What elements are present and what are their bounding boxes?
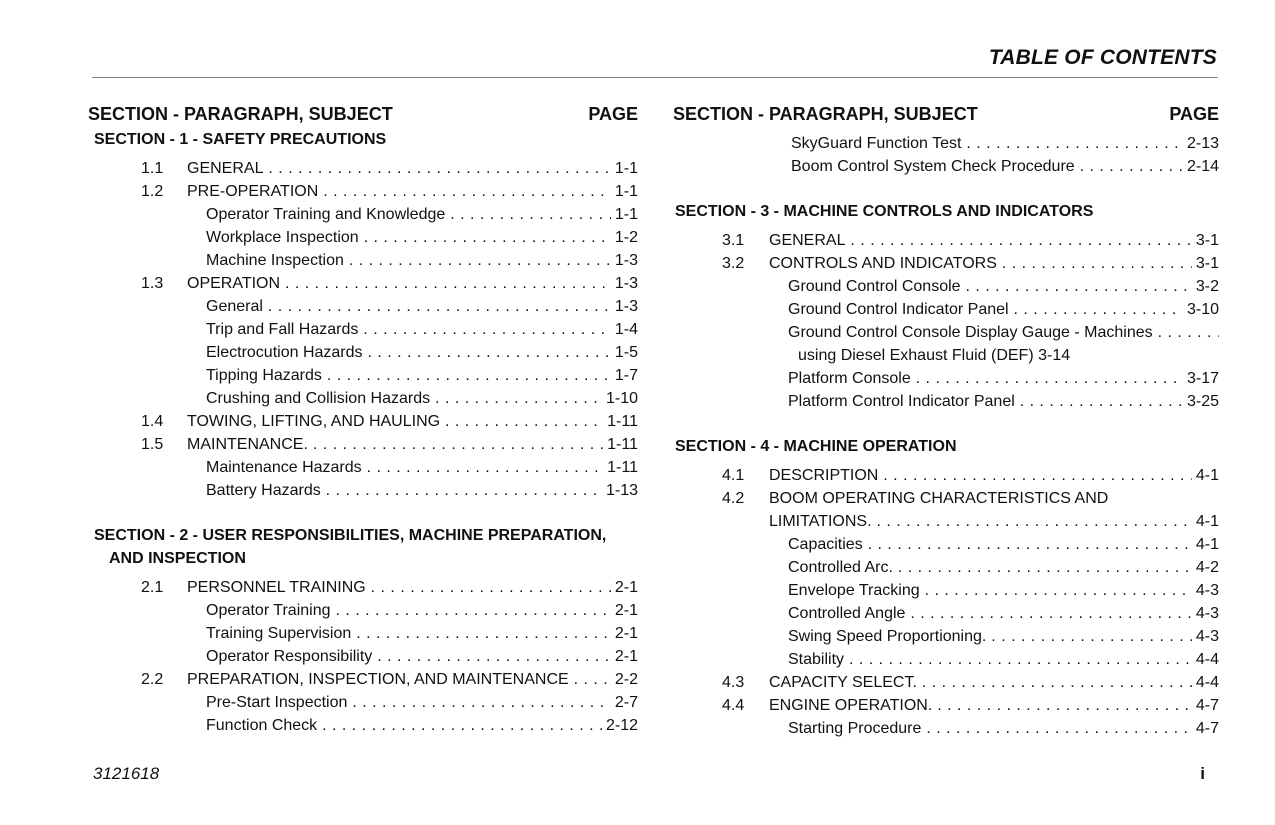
toc-entry-text: DESCRIPTION . . . (769, 464, 1192, 487)
toc-entry-number: 4.4 (722, 697, 745, 714)
toc-entry-page: 2-1 (614, 625, 638, 642)
toc-entry[interactable] (88, 576, 638, 599)
section-2-entries (88, 576, 638, 737)
toc-entry-text: Ground Control Indicator Panel . . . (788, 298, 1183, 321)
toc-entry-text: ENGINE OPERATION. . . . (769, 694, 1192, 717)
toc-entry-page: 2-7 (614, 694, 638, 711)
toc-entry-page: 1-11 (607, 413, 638, 430)
toc-entry[interactable] (88, 226, 638, 249)
toc-entry-page: 2-13 (1186, 135, 1219, 152)
toc-entry-page: 1-10 (605, 390, 638, 407)
toc-entry-page: 4-3 (1195, 628, 1219, 645)
toc-entry[interactable] (88, 714, 638, 737)
toc-entry-text: GENERAL . . . (769, 229, 1192, 252)
toc-entry[interactable] (673, 694, 1219, 717)
toc-entry-page: 1-5 (614, 344, 638, 361)
toc-entry-page: 1-7 (614, 367, 638, 384)
toc-entry-page: 1-1 (614, 206, 638, 223)
toc-entry-number: 3.2 (722, 255, 745, 272)
column-header (673, 100, 1219, 128)
toc-entry-page: 4-3 (1195, 582, 1219, 599)
toc-entry[interactable] (88, 180, 638, 203)
column-header-subject: SECTION - PARAGRAPH, SUBJECT (673, 104, 978, 124)
toc-entry-text: Starting Procedure . . . (788, 717, 1192, 740)
toc-entry-number: 4.1 (722, 467, 745, 484)
toc-entry-page: 3-1 (1195, 255, 1219, 272)
toc-entry-page: 1-4 (614, 321, 638, 338)
toc-entry[interactable] (673, 390, 1219, 413)
toc-entry-number: 1.1 (141, 160, 164, 177)
toc-entry-text: Operator Training and Knowledge . . . (206, 203, 611, 226)
toc-entry[interactable] (88, 249, 638, 272)
toc-entry-text: Crushing and Collision Hazards . . . (206, 387, 602, 410)
toc-entry-number: 4.3 (722, 674, 745, 691)
page-header-title: TABLE OF CONTENTS (988, 46, 1217, 69)
toc-entry-text: Swing Speed Proportioning. . . . (788, 625, 1192, 648)
toc-entry-text: Operator Responsibility . . . (206, 645, 611, 668)
toc-entry[interactable] (88, 272, 638, 295)
toc-entry-page: 2-1 (614, 579, 638, 596)
toc-entry-text: Controlled Angle . . . (788, 602, 1192, 625)
section-3-entries (673, 229, 1219, 413)
toc-entry-text: Trip and Fall Hazards . . . (206, 318, 611, 341)
toc-entry-page: 1-11 (607, 459, 638, 476)
toc-entry-page: 4-1 (1195, 536, 1219, 553)
toc-entry-number: 1.5 (141, 436, 164, 453)
toc-entry[interactable] (673, 155, 1219, 178)
toc-right-column (673, 100, 1219, 740)
section-2-title (94, 524, 638, 570)
toc-entry[interactable] (673, 132, 1219, 155)
toc-entry[interactable] (88, 668, 638, 691)
toc-entry-page: 1-3 (614, 252, 638, 269)
toc-entry-text: Boom Control System Check Procedure . . . (791, 155, 1183, 178)
toc-entry-page: 4-1 (1195, 467, 1219, 484)
toc-entry[interactable] (673, 625, 1219, 648)
toc-entry[interactable] (88, 295, 638, 318)
toc-entry-page: 4-7 (1195, 697, 1219, 714)
toc-entry-text: Workplace Inspection . . . (206, 226, 611, 249)
toc-entry-text: Battery Hazards . . . (206, 479, 602, 502)
section-4-title: SECTION - 4 - MACHINE OPERATION (675, 438, 957, 455)
toc-entry[interactable] (88, 318, 638, 341)
toc-entry-page: 1-11 (607, 436, 638, 453)
toc-entry-text: PREPARATION, INSPECTION, AND MAINTENANCE . . . (187, 668, 611, 691)
toc-left-column (88, 100, 638, 737)
toc-entry[interactable] (673, 229, 1219, 252)
toc-entry-page: 4-3 (1195, 605, 1219, 622)
document-number: 3121618 (93, 764, 160, 783)
toc-entry[interactable] (88, 599, 638, 622)
toc-entry[interactable] (88, 203, 638, 226)
column-header-subject: SECTION - PARAGRAPH, SUBJECT (88, 104, 393, 124)
toc-entry[interactable] (673, 579, 1219, 602)
section-2-title-line1: SECTION - 2 - USER RESPONSIBILITIES, MACHINE PREPARATION, (94, 527, 607, 544)
toc-entry-page: 2-1 (614, 602, 638, 619)
toc-entry-page: 4-4 (1195, 651, 1219, 668)
section-1-entries (88, 157, 638, 502)
toc-entry-page: 2-12 (605, 717, 638, 734)
toc-entry[interactable] (673, 533, 1219, 556)
toc-entry[interactable] (88, 456, 638, 479)
toc-entry[interactable] (673, 252, 1219, 275)
toc-entry[interactable] (673, 556, 1219, 579)
toc-entry-text: BOOM OPERATING CHARACTERISTICS AND (769, 490, 1109, 507)
toc-entry-text: LIMITATIONS. . . . (769, 510, 1192, 533)
toc-entry-text: Function Check . . . (206, 714, 602, 737)
toc-entry-text: Pre-Start Inspection . . . (206, 691, 611, 714)
toc-entry-continuation[interactable] (673, 344, 1219, 367)
toc-entry-text: Operator Training . . . (206, 599, 611, 622)
toc-entry-page: 4-4 (1195, 674, 1219, 691)
toc-entry-page: 3-1 (1195, 232, 1219, 249)
toc-entry-page: 1-13 (605, 482, 638, 499)
toc-entry-text: Machine Inspection . . . (206, 249, 611, 272)
toc-entry-text: Training Supervision . . . (206, 622, 611, 645)
toc-entry[interactable] (673, 648, 1219, 671)
section-2-continued-entries (673, 132, 1219, 178)
toc-entry[interactable] (673, 717, 1219, 740)
toc-entry-page: 3-17 (1186, 370, 1219, 387)
toc-entry-text: Platform Control Indicator Panel . . . (788, 390, 1183, 413)
toc-entry[interactable] (88, 479, 638, 502)
toc-entry-text: PRE-OPERATION . . . (187, 180, 611, 203)
toc-entry-page: 1-1 (614, 160, 638, 177)
toc-entry-page: 1-2 (614, 229, 638, 246)
toc-entry-number: 1.2 (141, 183, 164, 200)
section-4-entries (673, 464, 1219, 740)
toc-entry-text: CONTROLS AND INDICATORS . . . (769, 252, 1192, 275)
toc-entry-text: Tipping Hazards . . . (206, 364, 611, 387)
toc-entry-text: Stability . . . (788, 648, 1192, 671)
toc-entry-number: 4.2 (722, 490, 745, 507)
section-1-title: SECTION - 1 - SAFETY PRECAUTIONS (94, 131, 387, 148)
toc-entry-text: Electrocution Hazards . . . (206, 341, 611, 364)
toc-entry-number: 2.2 (141, 671, 164, 688)
toc-entry-text: TOWING, LIFTING, AND HAULING . . . (187, 410, 603, 433)
section-2-title-line2: AND INSPECTION (109, 550, 246, 567)
toc-entry-page: 3-25 (1186, 393, 1219, 410)
toc-entry-text: Platform Console . . . (788, 367, 1183, 390)
header-rule (92, 77, 1218, 78)
toc-entry[interactable] (88, 691, 638, 714)
toc-entry-page: 1-3 (614, 298, 638, 315)
toc-entry-number: 1.3 (141, 275, 164, 292)
toc-entry-page: 1-1 (614, 183, 638, 200)
toc-entry-text: Ground Control Console Display Gauge - Machines . . . (788, 321, 1219, 344)
page-number: i (1200, 764, 1205, 783)
toc-entry-text: General . . . (206, 295, 611, 318)
toc-entry[interactable] (88, 341, 638, 364)
toc-entry[interactable] (673, 487, 1219, 510)
toc-entry-page: 4-1 (1195, 513, 1219, 530)
toc-entry[interactable] (673, 367, 1219, 390)
toc-entry-page: 2-2 (614, 671, 638, 688)
toc-entry[interactable] (673, 275, 1219, 298)
toc-entry[interactable] (673, 602, 1219, 625)
column-header (88, 100, 638, 128)
toc-entry-text: Ground Control Console . . . (788, 275, 1192, 298)
toc-entry-number: 3.1 (722, 232, 745, 249)
toc-entry-text: GENERAL . . . (187, 157, 611, 180)
toc-entry[interactable] (88, 387, 638, 410)
toc-entry-text: using Diesel Exhaust Fluid (DEF) 3-14 (798, 347, 1071, 364)
toc-entry-page: 1-3 (614, 275, 638, 292)
toc-entry-text: Maintenance Hazards . . . (206, 456, 603, 479)
toc-entry[interactable] (88, 622, 638, 645)
section-3-title: SECTION - 3 - MACHINE CONTROLS AND INDICATORS (675, 203, 1094, 220)
toc-entry-text: Controlled Arc. . . . (788, 556, 1192, 579)
toc-entry-page: 4-7 (1195, 720, 1219, 737)
toc-entry[interactable] (673, 464, 1219, 487)
column-header-page: PAGE (1169, 104, 1219, 124)
toc-entry[interactable] (88, 410, 638, 433)
toc-entry[interactable] (88, 364, 638, 387)
toc-entry-text: CAPACITY SELECT. . . . (769, 671, 1192, 694)
toc-entry-text: PERSONNEL TRAINING . . . (187, 576, 611, 599)
toc-entry-continuation[interactable] (673, 510, 1219, 533)
toc-entry-text: SkyGuard Function Test . . . (791, 132, 1183, 155)
column-header-page: PAGE (588, 104, 638, 124)
toc-entry-text: Envelope Tracking . . . (788, 579, 1192, 602)
toc-entry-number: 2.1 (141, 579, 164, 596)
toc-entry-text: Capacities . . . (788, 533, 1192, 556)
toc-entry-page: 3-10 (1186, 301, 1219, 318)
toc-entry[interactable] (673, 671, 1219, 694)
toc-entry-page: 3-2 (1195, 278, 1219, 295)
toc-entry-page: 2-14 (1186, 158, 1219, 175)
toc-entry[interactable] (88, 433, 638, 456)
toc-entry-page: 2-1 (614, 648, 638, 665)
toc-entry[interactable] (673, 298, 1219, 321)
toc-entry[interactable] (88, 157, 638, 180)
toc-entry[interactable] (88, 645, 638, 668)
toc-entry-text: MAINTENANCE. . . . (187, 433, 603, 456)
toc-entry-page: 4-2 (1195, 559, 1219, 576)
toc-entry[interactable] (673, 321, 1219, 344)
toc-entry-text: OPERATION . . . (187, 272, 611, 295)
toc-entry-number: 1.4 (141, 413, 164, 430)
